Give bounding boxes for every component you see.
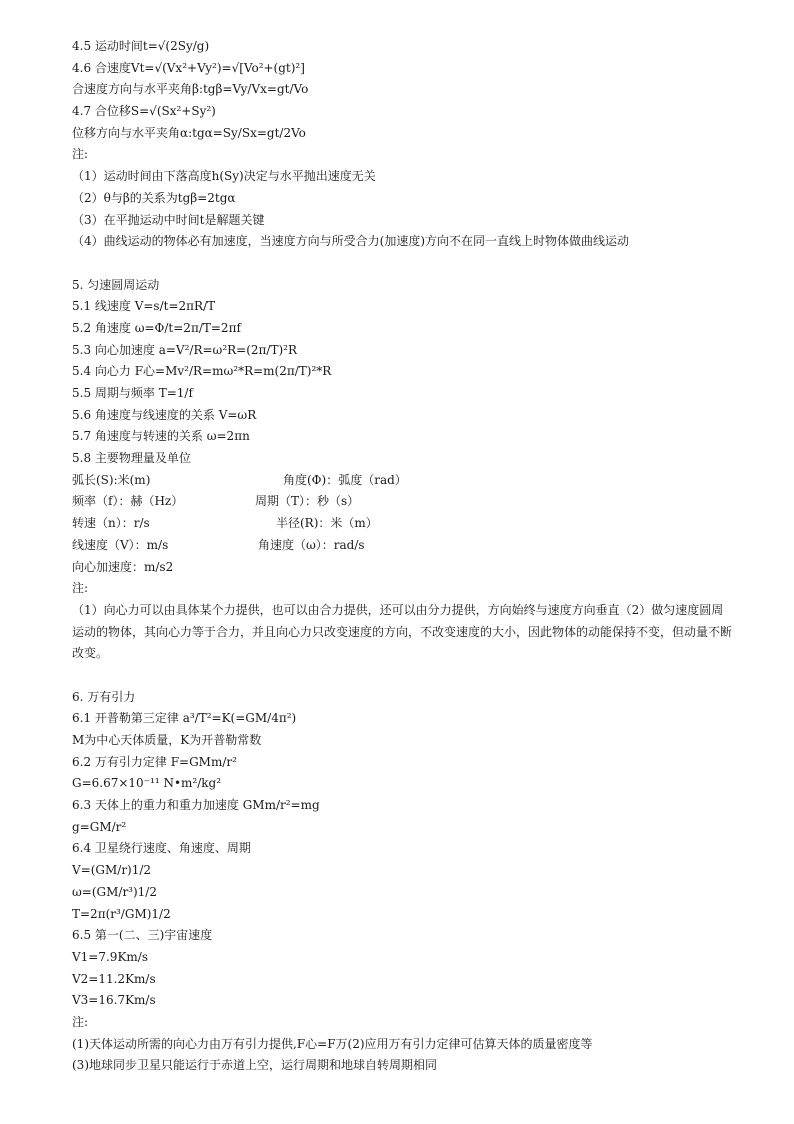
units-row — [72, 513, 732, 535]
unit-period: 周期（T）：秒（s） — [255, 494, 360, 509]
note-item: (1)天体运动所需的向心力由万有引力提供,F心=F万(2)应用万有引力定律可估算天体的质量密度等 — [72, 1036, 593, 1051]
note-item: （2）θ与β的关系为tgβ=2tgα — [72, 190, 236, 205]
formula-6-3: 6.3 天体上的重力和重力加速度 GMm/r²=mg — [72, 798, 320, 813]
cosmic-velocity-1: V1=7.9Km/s — [72, 949, 148, 964]
formula-6-1: 6.1 开普勒第三定律 a³/T²=K(=GM/4π²) — [72, 711, 297, 726]
note-item: （1）运动时间由下落高度h(Sy)决定与水平抛出速度无关 — [72, 169, 376, 184]
section-title-circular-motion: 5. 匀速圆周运动 — [72, 277, 160, 292]
unit-angle: 角度(Φ)：弧度（rad） — [283, 472, 407, 487]
note-item: (3)地球同步卫星只能运行于赤道上空，运行周期和地球自转周期相同 — [72, 1058, 438, 1073]
note-paragraph: （1）向心力可以由具体某个力提供，也可以由合力提供，还可以由分力提供，方向始终与速度方向垂直（2）做匀速度圆周运动的物体，其向心力等于合力，并且向心力只改变速度的方向，不改变速度的大小，因此物体的动能保持不变，但动量不断改变。 — [72, 602, 733, 661]
note-label: 注: — [72, 147, 89, 162]
units-row — [72, 535, 732, 557]
formula-6-3-g: g=GM/r² — [72, 819, 127, 834]
section-spacer — [72, 253, 732, 275]
unit-rotation-speed: 转速（n）：r/s — [72, 516, 150, 531]
formula-5-2: 5.2 角速度 ω=Φ/t=2π/T=2πf — [72, 320, 241, 335]
formula-5-6: 5.6 角速度与线速度的关系 V=ωR — [72, 407, 257, 422]
formula-5-8: 5.8 主要物理量及单位 — [72, 451, 191, 466]
section-title-gravitation: 6. 万有引力 — [72, 689, 136, 704]
formula-5-1: 5.1 线速度 V=s/t=2πR/T — [72, 299, 216, 314]
unit-arc-length: 弧长(S):米(m) — [72, 472, 151, 487]
formula-6-1-note: M为中心天体质量，K为开普勒常数 — [72, 733, 262, 748]
unit-linear-velocity: 线速度（V）：m/s — [72, 537, 169, 552]
gravitational-constant: G=6.67×10⁻¹¹ N•m²/kg² — [72, 776, 222, 791]
formula-4-5: 4.5 运动时间t=√(2Sy/g) — [72, 39, 210, 53]
unit-radius: 半径(R)：米（m） — [276, 516, 378, 531]
formula-5-3: 5.3 向心加速度 a=V²/R=ω²R=(2π/T)²R — [72, 342, 297, 357]
formula-6-2: 6.2 万有引力定律 F=GMm/r² — [72, 754, 237, 769]
note-label: 注: — [72, 581, 89, 596]
document-page — [72, 36, 732, 1077]
formula-6-5: 6.5 第一(二、三)宇宙速度 — [72, 928, 213, 943]
section-spacer — [72, 665, 732, 687]
formula-orbital-angular-velocity: ω=(GM/r³)1/2 — [72, 884, 157, 899]
formula-5-4: 5.4 向心力 F心=Mv²/R=mω²*R=m(2π/T)²*R — [72, 364, 332, 379]
formula-5-5: 5.5 周期与频率 T=1/f — [72, 386, 193, 400]
unit-angular-velocity: 角速度（ω）：rad/s — [258, 537, 365, 552]
formula-6-4: 6.4 卫星绕行速度、角速度、周期 — [72, 841, 251, 856]
formula-4-6-direction: 合速度方向与水平夹角β:tgβ=Vy/Vx=gt/Vo — [72, 82, 309, 97]
cosmic-velocity-3: V3=16.7Km/s — [72, 993, 156, 1008]
formula-4-6: 4.6 合速度Vt=√(Vx²+Vy²)=√[Vo²+(gt)²] — [72, 60, 305, 75]
formula-4-7-direction: 位移方向与水平夹角α:tgα=Sy/Sx=gt/2Vo — [72, 125, 306, 140]
units-row — [72, 470, 732, 492]
unit-centripetal-acceleration: 向心加速度：m/s2 — [72, 559, 174, 574]
formula-5-7: 5.7 角速度与转速的关系 ω=2πn — [72, 429, 250, 444]
formula-4-7: 4.7 合位移S=√(Sx²+Sy²) — [72, 104, 216, 119]
formula-orbital-period: T=2π(r³/GM)1/2 — [72, 906, 171, 921]
units-row — [72, 491, 732, 513]
unit-frequency: 频率（f）：赫（Hz） — [72, 494, 184, 509]
note-item: （3）在平抛运动中时间t是解题关键 — [72, 212, 265, 227]
note-label: 注: — [72, 1014, 89, 1029]
note-item: （4）曲线运动的物体必有加速度，当速度方向与所受合力(加速度)方向不在同一直线上时物体做曲线运动 — [72, 234, 630, 249]
formula-orbital-velocity: V=(GM/r)1/2 — [72, 863, 152, 878]
cosmic-velocity-2: V2=11.2Km/s — [72, 971, 156, 986]
